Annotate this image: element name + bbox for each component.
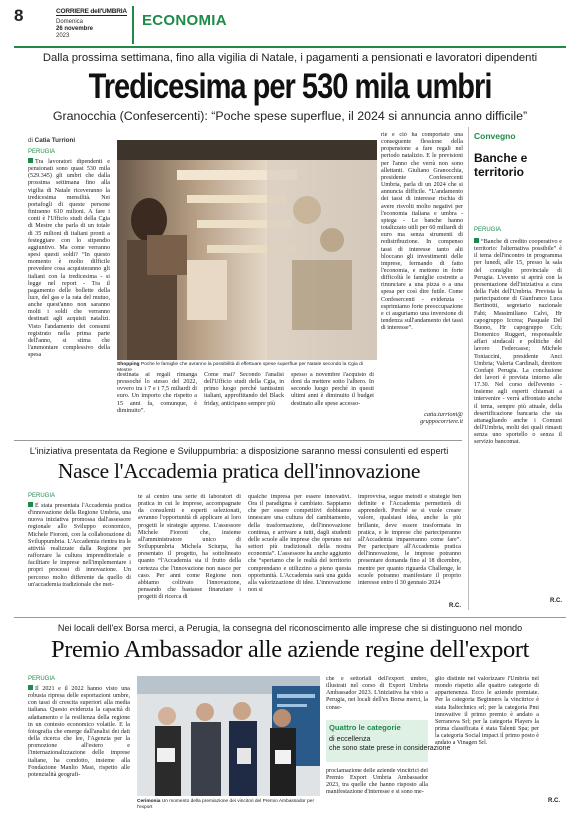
header-rule xyxy=(14,46,566,48)
article3-col1 xyxy=(28,685,130,815)
article3-col2: che e settoriali dell'export umbro, illustrati nel corso di Export Umbria Ambassador 2023. L'iniziativa ha visto a Perugia, nei locali dell'ex Borsa merci, la conse- xyxy=(326,676,428,711)
shopping-photo-image xyxy=(117,140,377,360)
article2-col2: te al centro una serie di laboratori di pratica in cui le imprese, accompagnate da consulenti e esperti selezionati, avranno l'opportunità di applicare ai loro progetti le strategie apprese. L'assessore Michele Fioroni che, insieme all'amministratore unico di Sviluppumbria Michela Sciurpa, ha presentato il progetto, ha sottolineato quanto “l'Accademia sia il frutto della certezza che l'innovazione non nasce per caso. Per anni come Regione non abbiamo coltivato l'innovazione, pensando che bastasse finanziare i progetti di ricerca di xyxy=(138,494,241,601)
byline-name: Catia Turrioni xyxy=(34,137,76,144)
article2-kicker: L'iniziativa presentata da Regione e Sviluppumbria: a disposizione saranno messi consulenti ed esperti xyxy=(29,446,449,456)
caption-text: Poche le famiglie che avranno la possibilità di effettuare spese superflue per Natale secondo la Cgia di Mestre xyxy=(117,362,363,373)
signature-line2: gruppocorriere.it xyxy=(420,418,463,426)
header-date: 26 novembre xyxy=(56,26,94,32)
sidebar-signature: R.C. xyxy=(550,598,562,604)
caption-label: Shopping xyxy=(117,362,140,367)
article3-col2b: proclamazione delle aziende vincitrici del Premio Export Umbria Ambassador 2023, tra quelle che hanno risposto alla manifestazione d'interesse e si sono me- xyxy=(326,768,428,796)
sidebar-bullet-icon xyxy=(474,238,479,243)
article3-col3: glio distinte nel valorizzare l'Umbria nel mondo rispetto alle quattro categorie di appartenenza. Ecco le aziende premiate. Per la categoria Beginners la vincitrice è stata Italtechnics srl; per la categoria Pmi innovative il primo premio è andato a Serranova Srl; per la categoria Players la prima classificata è stata Talenti Spa; per la categoria Social impact il primo posto è andato a Vinagen Srl. xyxy=(435,676,539,747)
sidebar-label: Convegno xyxy=(474,131,516,141)
article3-highlight-box xyxy=(326,720,451,762)
shopping-photo xyxy=(117,140,377,360)
article-bullet-icon xyxy=(28,158,33,163)
highlight-title: Quattro le categorie xyxy=(329,723,401,732)
ceremony-photo xyxy=(137,676,320,796)
article1-location: PERUGIA xyxy=(28,149,56,155)
article1-col4: spesso a novembre l'acquisto di doni da mettere sotto l'albero. In secondo luogo perché in questi ultimi anni è diminuito il budget destinato alle spese accesso- xyxy=(291,372,374,407)
article2-bullet-icon xyxy=(28,502,33,507)
header-weekday: Domenica xyxy=(56,19,84,25)
article2-col1 xyxy=(28,502,131,610)
article1-col1 xyxy=(28,158,110,460)
article2-signature: R.C. xyxy=(449,603,461,609)
article1-title: Tredicesima per 530 mila umbri xyxy=(88,67,492,106)
newspaper-logo: CORRIERE dell'UMBRIA xyxy=(56,8,127,15)
article3-location: PERUGIA xyxy=(28,676,56,682)
highlight-line1: di eccellenza xyxy=(329,734,371,743)
article2-col3: qualche impresa per essere innovativi. Ora il paradigma è cambiato. Sappiamo che per essere competitivi dobbiamo innescare una cultura del cambiamento, della trasformazione, dell'innovazione continua, e arrivare a tutti, dagli studenti delle scuole alle imprese che operano nei settori più tradizionali della nostra economia”. L'assessore ha anche aggiunto che “speriamo che le realtà del territorio comprendano e utilizzino a pieno questa opportunità. L'Accademia sarà una guida alla valorizzazione di idee. L'innovazione non si xyxy=(248,494,351,594)
article2-col4: improvvisa, segue metodi e strategie ben definite e l'Accademia permetterà di apprenderli. Perché se si vuole creare valore, qualsiasi idea, anche la più brillante, deve essere trasformata in pratica, e le imprese che parteciperanno all'Accademia impareranno come fare”. Per partecipare all'Accademia pratica dell'innovazione, le imprese potranno presentare domanda fino al 18 dicembre, mentre per quanto riguarda Challenge, le scuole potranno manifestare il proprio interesse entro il 30 gennaio 2024 xyxy=(358,494,461,586)
sidebar-text xyxy=(474,238,562,598)
ceremony-photo-image xyxy=(137,676,320,796)
article3-bullet-icon xyxy=(28,685,33,690)
article1-col1-text: Tra lavoratori dipendenti e pensionati sono quasi 530 mila (529.345) gli umbri che dalla prossima settimana fino alla vigilia di Natale riceveranno la tredicesima mensilità. Nei portafogli di queste persone finiranno 610 milioni. A fare i conti è l'Ufficio studi della Cgia di Mestre che parla di un totale di 35 milioni di italiani pronti a festeggiare con lo stipendio aggiuntivo. Ma come verranno spesi questi soldi? “In questo momento è molto difficile prevedere cosa acquisteranno gli italiani con la tredicesima - si legge nel report - Tra il pagamento delle bollette della luce, del gas e la rata del mutuo, anche quest'anno non saranno molti i soldi che verranno destinati agli acquisti natalizi. Visto l'andamento dei consumi registrato nella prima parte dell'anno, si stima che l'ammontare complessivo della spesa xyxy=(28,159,110,359)
article1-col3: Come mai? Secondo l'analisi dell'Ufficio studi della Cgia, in primo luogo perché tantissimi italiani, approfittando del Black friday, anticipano sempre più xyxy=(204,372,284,407)
article3-caption xyxy=(137,799,320,811)
article3-kicker: Nei locali dell'ex Borsa merci, a Perugia, la consegna del riconoscimento alle imprese che si distinguono nel mondo xyxy=(57,623,523,633)
highlight-line2: che sono state prese in considerazione xyxy=(329,745,451,752)
signature-line1: catia.turrioni@ xyxy=(424,411,463,418)
byline xyxy=(28,137,75,144)
article1-signature xyxy=(381,411,463,425)
page-number: 8 xyxy=(14,6,24,25)
article2-title: Nasce l'Accademia pratica dell'innovazione xyxy=(57,459,421,483)
sidebar-location: PERUGIA xyxy=(474,227,502,233)
article3-col1-text: Il 2021 e il 2022 hanno visto una robusta ripresa delle esportazioni umbre, con tassi di crescita superiori alla media italiana. Questo evidenzia la capacità di adattamento e la resilienza della regione in un contesto economico volatile. E la fotografia che emerge dall'analisi dei dati della ricerca che lee, l'Agenzia per la promozione all'estero e l'internazionalizzazione delle imprese italiane, ha condotto, insieme alla Fondazione Manlio Masi, rispetto alle potenzialità geografi- xyxy=(28,686,130,778)
byline-prefix: di xyxy=(28,137,35,144)
article1-col2: destinata ai regali rimanga pressoché lo stesso del 2022, ovvero tra i 7 e i 7,5 miliardi di euro. Un importo che rispetto a 15 anni fa, comunque, è diminuito”. xyxy=(117,372,197,414)
article2-rule xyxy=(14,440,462,441)
article3-caption-text: Un momento della premiazione dei vincitori del Premio Ambassador per l'export xyxy=(137,799,315,810)
article1-col5: rie e ciò ha comportato una conseguente flessione della propensione a fare regali nel periodo natalizio. E le previsioni per l'anno che verrà non sono allettanti. Giuliano Granocchia, presidente Confesercenti Umbria, parla di un 2024 che si annuncia difficile. “L'andamento dei tassi di interesse rischia di avere risvolti molto negativi per l'economia italiana e umbra - spiega - Le banche hanno totalizzato utili per 60 miliardi di euro ma senza strumenti di redistribuzione. In compenso tassi di interesse tanto alti bloccano gli investimenti delle imprese, fermando di fatto l'economia, e mettono in forte difficoltà le famiglie costrette a rinunciare a una pizza o a una spesa per così dire futile. Come Confesercenti - evidenzia - esprimiamo forte preoccupazione e ci auguriamo una inversione di tendenza sull'andamento dei tassi di interesse”. xyxy=(381,132,463,332)
article3-rule xyxy=(14,617,566,618)
section-title: ECONOMIA xyxy=(142,12,227,29)
sidebar-text-body: “Banche di credito cooperativo e territorio: l'alternativa possibile” è il tema dell'incontro in programma per lunedì, alle 15, presso la sala del consiglio provinciale di Perugia. L'evento si aprirà con la presentazione dell'iniziativa a cura della Fabi dell'Umbria. Prevista la partecipazione di Gianfranco Luca Bertinotti, segretario nazionale Fabi; Massimiliano Calvi, Hr capogruppo Iccrea; Pasquale Del Buono, Hr capogruppo Cch; Domenico Ruggeri, responsabile affari sindacali e politiche del lavoro Federcasse; Michele Toniaccini, presidente Anci Umbria; Valeria Cardinali, direttore Confapi Perugia. La conclusione dei lavori è prevista intorno alle 17.30. Nel corso dell'evento - insieme agli esperti chiamati a intervenire - verrà affrontato anche il tema, sempre più attuale, della desertificazione bancaria che sta attanagliando anche i Comuni dell'Umbria, molti dei quali rimasti senza uno sportello o senza il servizio bancomat. xyxy=(474,239,562,446)
article2-location: PERUGIA xyxy=(28,493,56,499)
article2-col1-text: È stata presentata l'Accademia pratica d'innovazione della Regione Umbria, una nuova iniziativa promossa dall'assessore regionale allo Sviluppo economico, Michele Fioroni, con la collaborazione di Sviluppumbria. L'Accademia rientra tra le attività realizzate dalla Regione per rafforzare la cultura imprenditoriale e facilitare le imprese nell'implementare i propri processi di innovazione. Un percorso molto differente da quello di un'accademia tradizionale che met- xyxy=(28,503,131,588)
article1-subtitle: Granocchia (Confesercenti): “Poche spese superflue, il 2024 si annuncia anno difficile” xyxy=(52,109,528,123)
article1-kicker: Dalla prossima settimana, fino alla vigilia di Natale, i pagamenti a pensionati e lavoratori dipendenti xyxy=(42,52,538,64)
article3-title: Premio Ambassador alle aziende regine dell'export xyxy=(50,636,530,663)
article3-signature: R.C. xyxy=(548,798,560,804)
header-year: 2023 xyxy=(56,33,70,39)
sidebar-title: Banche e territorio xyxy=(474,151,528,179)
header-divider xyxy=(132,6,134,44)
article3-caption-label: Cerimonia xyxy=(137,799,161,804)
